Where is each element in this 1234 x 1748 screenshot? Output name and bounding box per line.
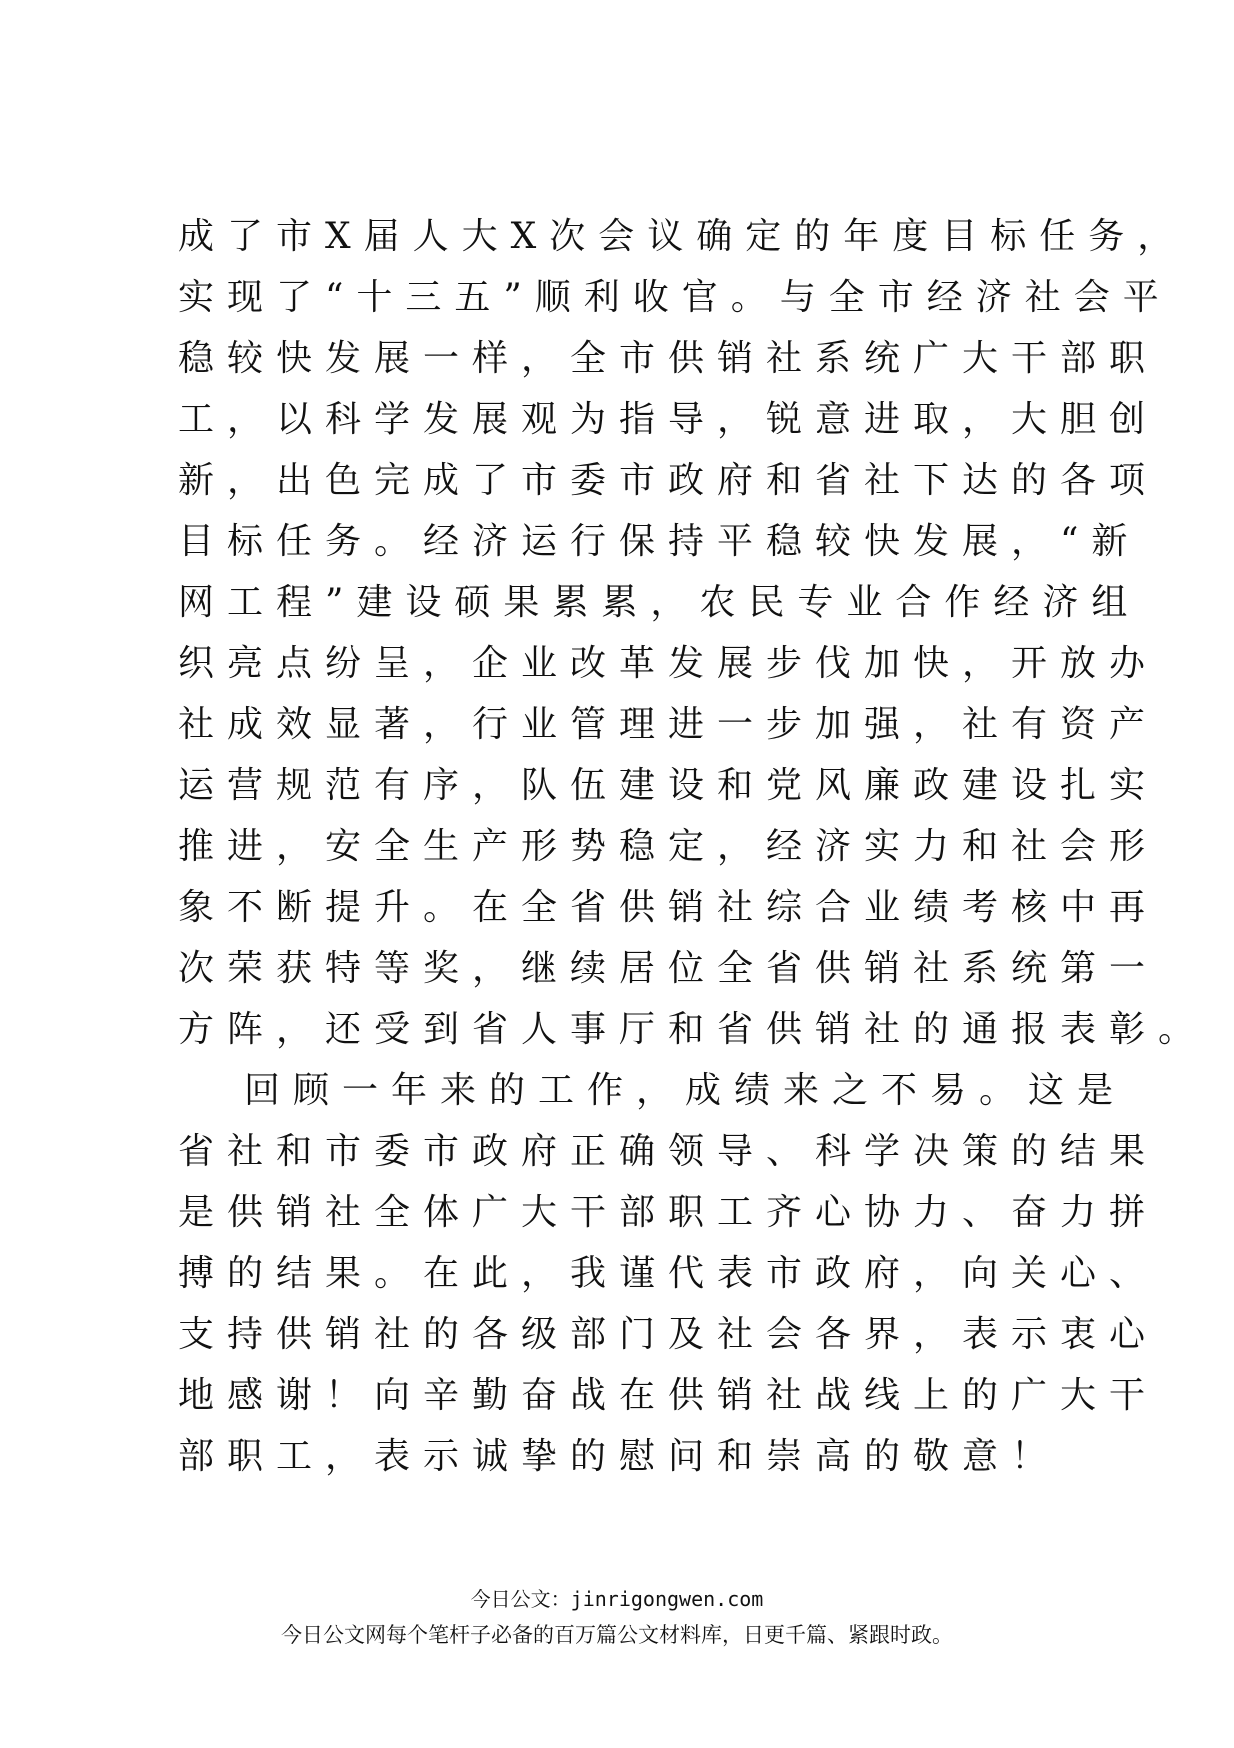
text-line: 搏的结果。在此，我谨代表市政府，向关心、 (178, 1253, 1159, 1294)
text-line: 新，出色完成了市委市政府和省社下达的各项 (178, 460, 1159, 501)
text-line: 部职工，表示诚挚的慰问和崇高的敬意！ (178, 1436, 1061, 1477)
text-line: 次荣获特等奖，继续居位全省供销社系统第一 (178, 948, 1159, 989)
document-body (178, 206, 1208, 1487)
text-line: 实现了“十三五”顺利收官。与全市经济社会平 (178, 277, 1172, 318)
text-line: 成了市X届人大X次会议确定的年度目标任务， (178, 216, 1187, 257)
text-line: 是供销社全体广大干部职工齐心协力、奋力拼 (178, 1192, 1159, 1233)
footer-site-label: 今日公文： (470, 1587, 571, 1611)
text-line: 方阵，还受到省人事厅和省供销社的通报表彰。 (178, 1009, 1208, 1050)
text-line: 运营规范有序，队伍建设和党风廉政建设扎实 (178, 765, 1159, 806)
text-line: 地感谢！向辛勤奋战在供销社战线上的广大干 (178, 1375, 1159, 1416)
text-line: 推进，安全生产形势稳定，经济实力和社会形 (178, 826, 1159, 867)
text-line: 工，以科学发展观为指导，锐意进取，大胆创 (178, 399, 1159, 440)
text-line: 省社和市委市政府正确领导、科学决策的结果 (178, 1131, 1159, 1172)
text-line: 支持供销社的各级部门及社会各界，表示衷心 (178, 1314, 1159, 1355)
footer-site (0, 1585, 1234, 1613)
text-line: 织亮点纷呈，企业改革发展步伐加快，开放办 (178, 643, 1159, 684)
text-line: 社成效显著，行业管理进一步加强，社有资产 (178, 704, 1159, 745)
footer-slogan: 今日公文网每个笔杆子必备的百万篇公文材料库，日更千篇、紧跟时政。 (281, 1623, 953, 1647)
text-line: 稳较快发展一样，全市供销社系统广大干部职 (178, 338, 1159, 379)
text-line: 象不断提升。在全省供销社综合业绩考核中再 (178, 887, 1159, 928)
text-line: 网工程”建设硕果累累，农民专业合作经济组 (178, 582, 1141, 623)
text-line: 目标任务。经济运行保持平稳较快发展，“新 (178, 521, 1141, 562)
footer-site-url[interactable]: jinrigongwen.com (570, 1587, 764, 1611)
text-line: 回顾一年来的工作，成绩来之不易。这是 (244, 1070, 1127, 1111)
